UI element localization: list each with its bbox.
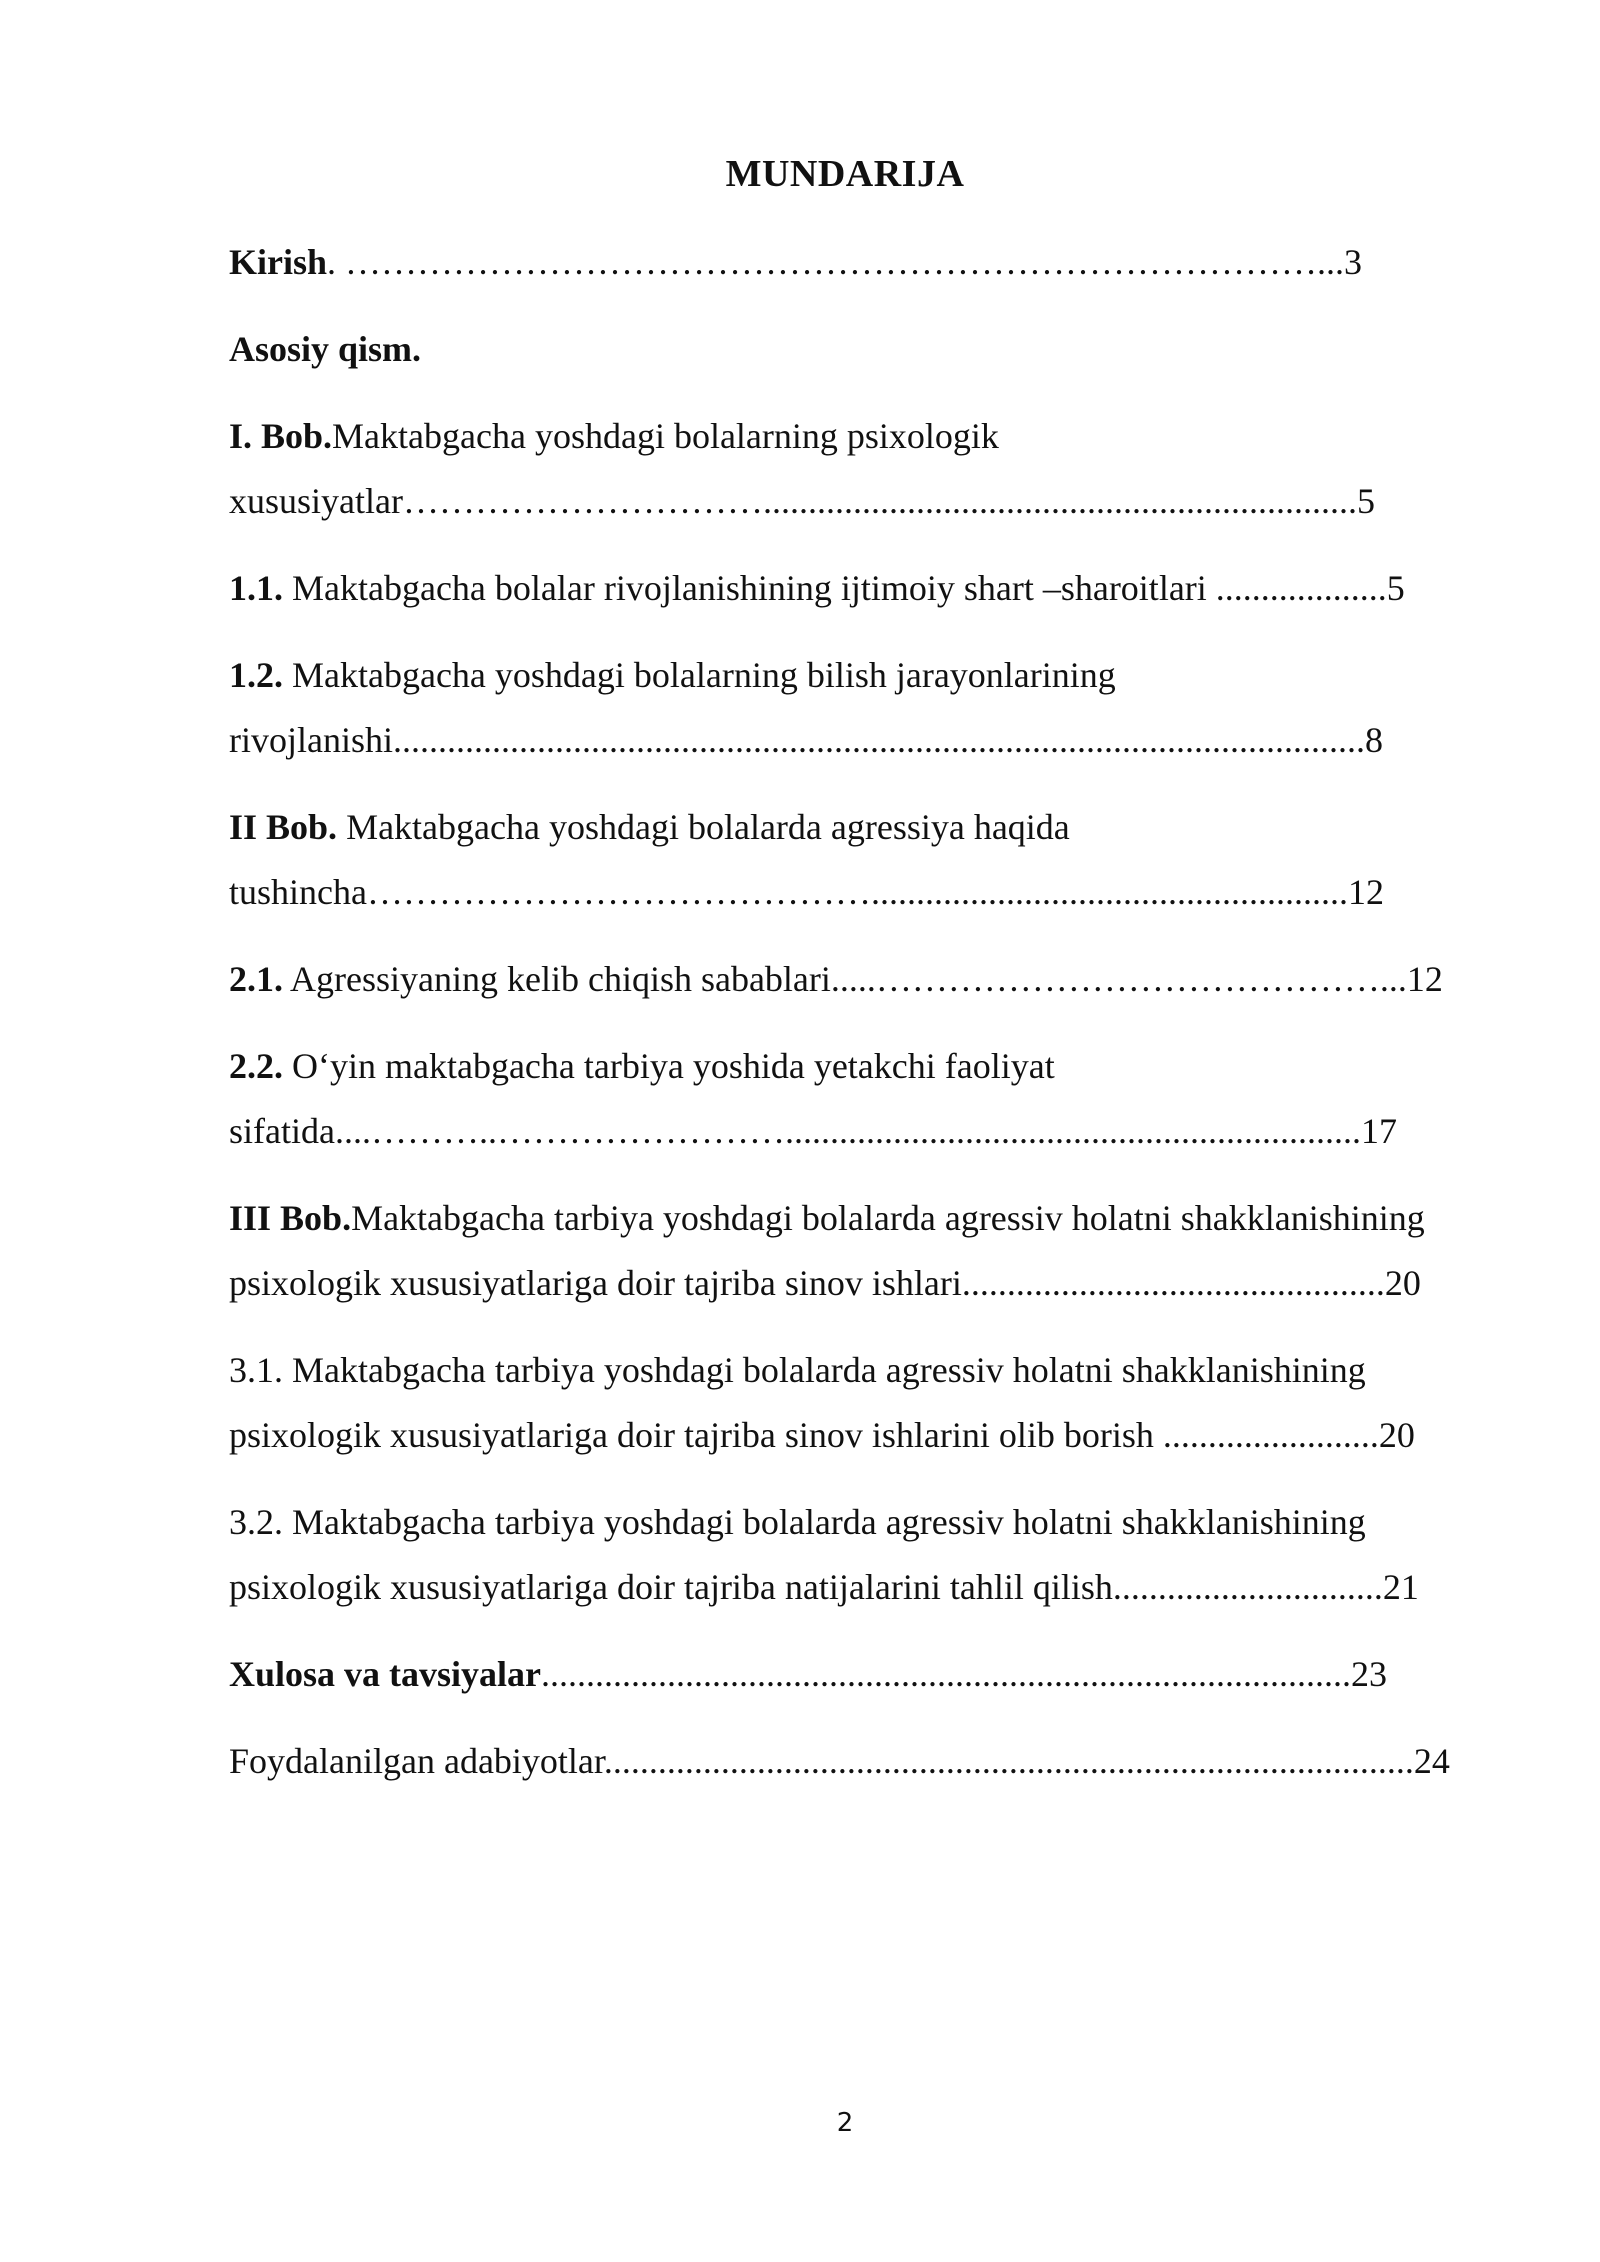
toc-line [229, 947, 1489, 1012]
toc-entry-title: . ………………………………………………………………………. [327, 242, 1327, 282]
toc-entry-title: Maktabgacha yoshdagi bolalarda agressiya haqida [337, 807, 1070, 847]
toc-page-number: 20 [1378, 1415, 1415, 1455]
toc-entry [229, 795, 1489, 925]
toc-line [229, 643, 1489, 708]
toc-line [229, 230, 1489, 295]
toc-line [229, 1403, 1489, 1468]
toc-page-number: 8 [1365, 720, 1383, 760]
toc-line [229, 317, 1489, 382]
toc-entry [229, 317, 1489, 382]
toc-leader-dots: ........................ [1162, 1415, 1379, 1455]
toc-heading-label: Asosiy qism. [229, 329, 422, 369]
toc-entry [229, 230, 1489, 295]
toc-heading-label: I. Bob. [229, 416, 333, 456]
toc-leader-dots: ............................................................... [793, 1111, 1361, 1151]
toc-leader-dots: ................... [1215, 568, 1387, 608]
toc-line [229, 1729, 1489, 1794]
toc-entry-title: Foydalanilgan adabiyotlar [229, 1741, 604, 1781]
toc-entry-title: Maktabgacha yoshdagi bolalarning bilish jarayonlarining [283, 655, 1116, 695]
toc-entry-title: 3.2. Maktabgacha tarbiya yoshdagi bolalarda agressiv holatni shakklanishining [229, 1502, 1366, 1542]
toc-entry-title: tushincha…………………………………… [229, 872, 871, 912]
toc-entry [229, 1338, 1489, 1468]
toc-leader-dots: .............................. [1112, 1567, 1383, 1607]
page-title: MUNDARIJA [725, 153, 965, 195]
toc-line [229, 795, 1489, 860]
toc-entry [229, 556, 1489, 621]
toc-page-number: 23 [1351, 1654, 1388, 1694]
toc-heading-label: 1.1. [229, 568, 283, 608]
toc-entry-title: Maktabgacha yoshdagi bolalarning psixologik [332, 416, 999, 456]
toc-entry-title: Maktabgacha tarbiya yoshdagi bolalarda agressiv holatni shakklanishining [351, 1198, 1425, 1238]
toc-line [229, 1338, 1489, 1403]
toc-page-number: 12 [1406, 959, 1443, 999]
toc-heading-label: 2.2. [229, 1046, 283, 1086]
toc-line [229, 469, 1489, 534]
toc-entry-title: rivojlanishi [229, 720, 393, 760]
toc-leader-dots: .. [1326, 242, 1345, 282]
toc-page-number: 5 [1386, 568, 1405, 608]
toc-entry-title: psixologik xususiyatlariga doir tajriba sinov ishlari [229, 1263, 962, 1303]
toc-entry-title: Maktabgacha bolalar rivojlanishining ijtimoiy shart –sharoitlari [283, 568, 1216, 608]
toc-entry-title: sifatida....………..……………………. [229, 1111, 794, 1151]
toc-line [229, 1642, 1489, 1707]
toc-entry-title: psixologik xususiyatlariga doir tajriba natijalarini tahlil qilish [229, 1567, 1113, 1607]
toc-entry-title: O‘yin maktabgacha tarbiya yoshida yetakchi faoliyat [283, 1046, 1055, 1086]
toc-entry [229, 1642, 1489, 1707]
toc-line [229, 708, 1489, 773]
toc-heading-label: Xulosa va tavsiyalar [229, 1654, 542, 1694]
toc-leader-dots: .......................................................................................... [603, 1741, 1414, 1781]
toc-entry [229, 643, 1489, 773]
toc-line [229, 860, 1489, 925]
toc-entry-title: 3.1. Maktabgacha tarbiya yoshdagi bolalarda agressiv holatni shakklanishining [229, 1350, 1366, 1390]
toc-leader-dots: ............................................... [961, 1263, 1385, 1303]
toc-entry [229, 947, 1489, 1012]
table-of-contents [229, 230, 1489, 1816]
toc-line [229, 1034, 1489, 1099]
toc-entry [229, 1034, 1489, 1164]
toc-heading-label: III Bob. [229, 1198, 352, 1238]
toc-page-number: 20 [1384, 1263, 1421, 1303]
toc-heading-label: II Bob. [229, 807, 338, 847]
toc-line [229, 404, 1489, 469]
toc-line [229, 556, 1489, 621]
toc-leader-dots: ............................................................................................................ [393, 720, 1365, 760]
toc-page-number: 5 [1356, 481, 1375, 521]
toc-page-number: 24 [1413, 1741, 1450, 1781]
toc-entry-title: xususiyatlar………………………… [229, 481, 763, 521]
toc-line [229, 1490, 1489, 1555]
toc-page-number: 21 [1382, 1567, 1419, 1607]
toc-heading-label: Kirish [229, 242, 328, 282]
toc-entry-title: psixologik xususiyatlariga doir tajriba sinov ishlarini olib borish [229, 1415, 1163, 1455]
toc-entry [229, 1490, 1489, 1620]
toc-line [229, 1251, 1489, 1316]
toc-entry [229, 1729, 1489, 1794]
toc-page-number: 3 [1344, 242, 1363, 282]
page-number: 2 [836, 2108, 854, 2138]
toc-heading-label: 2.1. [229, 959, 283, 999]
toc-entry [229, 1186, 1489, 1316]
toc-line [229, 1186, 1489, 1251]
toc-leader-dots: ..................................................... [870, 872, 1348, 912]
toc-heading-label: 1.2. [229, 655, 283, 695]
toc-leader-dots: .................................................................. [762, 481, 1357, 521]
toc-page-number: 17 [1360, 1111, 1397, 1151]
toc-leader-dots: .......................................................................................... [541, 1654, 1352, 1694]
toc-leader-dots: .. [1388, 959, 1407, 999]
toc-entry-title: Agressiyaning kelib chiqish sabablari.....……………………………………. [283, 959, 1389, 999]
toc-entry [229, 404, 1489, 534]
toc-line [229, 1555, 1489, 1620]
toc-page-number: 12 [1347, 872, 1384, 912]
toc-line [229, 1099, 1489, 1164]
